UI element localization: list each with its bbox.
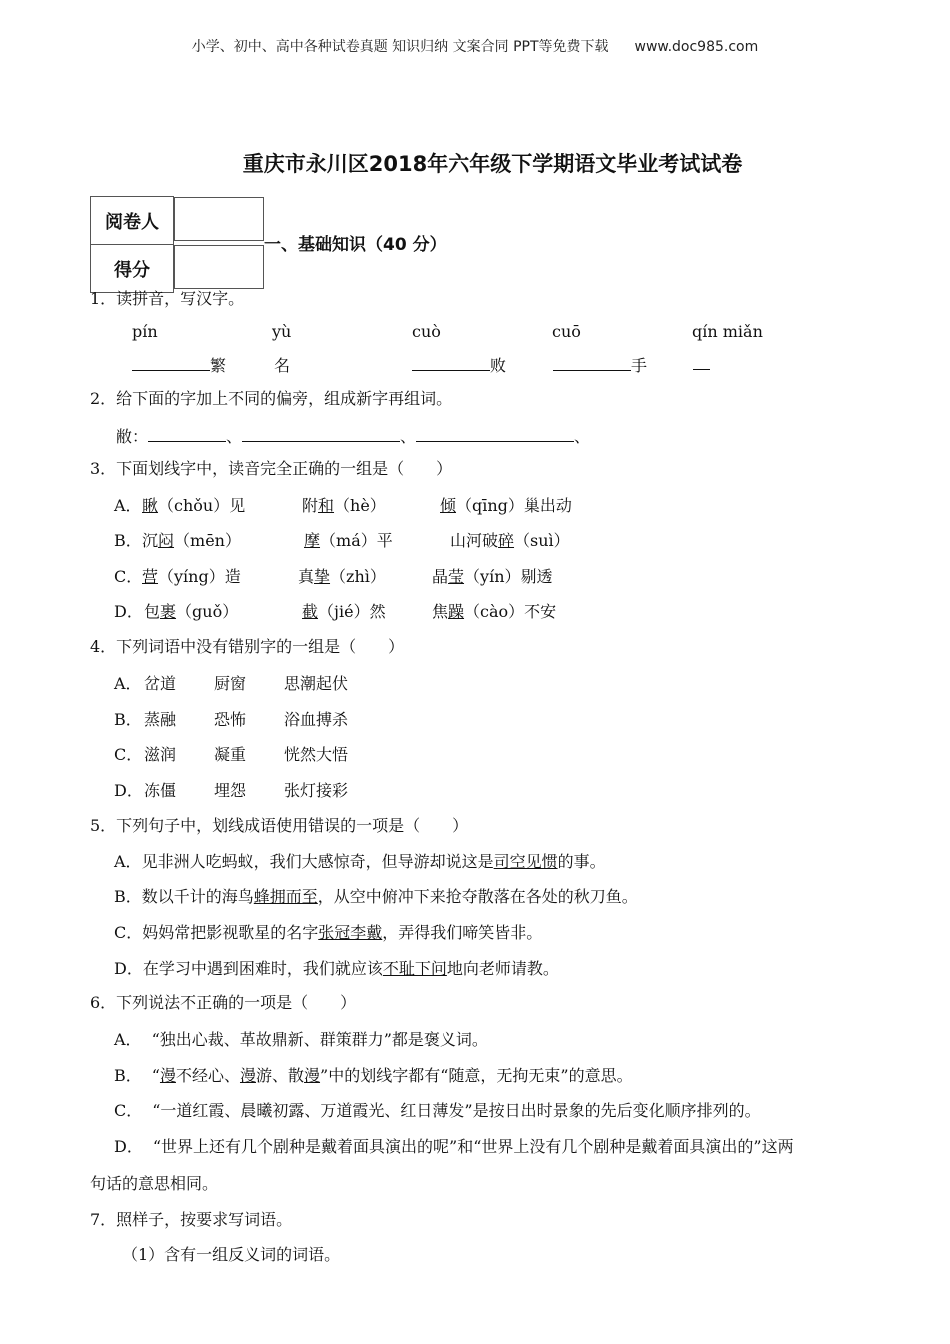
q1-answer-row (132, 353, 226, 376)
q3-option-c-word-2: 真挚（zhì） (298, 567, 386, 586)
q5-option-c: C．妈妈常把影视歌星的名字张冠李戴，弄得我们啼笑皆非。 (114, 923, 543, 942)
q4-option-b-word-3: 浴血搏杀 (284, 710, 349, 729)
reviewer-label: 阅卷人 (91, 197, 174, 245)
q1-blank-3[interactable] (412, 354, 490, 371)
question-3-stem: 3．下面划线字中，读音完全正确的一组是（ ） (90, 459, 453, 478)
question-4-stem: 4．下列词语中没有错别字的一组是（ ） (90, 637, 405, 656)
q1-answer-5 (693, 353, 710, 374)
q4-option-a-word-1: 岔道 (144, 674, 177, 693)
q3-option-b-letter: B． (114, 531, 142, 550)
score-table (90, 196, 265, 293)
q4-option-a-letter: A． (114, 674, 142, 693)
q3-option-b-word-2: 摩（má）平 (304, 531, 393, 550)
score-cell[interactable] (174, 245, 264, 289)
q1-pinyin-4: cuō (552, 322, 581, 341)
q6-option-b: B． “漫不经心、漫游、散漫”中的划线字都有“随意，无拘无束”的意思。 (114, 1066, 633, 1085)
q3-option-a-word-1: 瞅（chǒu）见 (142, 496, 246, 515)
q2-blank-2[interactable] (242, 425, 400, 442)
q1-char-4: 手 (631, 356, 648, 375)
q4-option-a-word-2: 厨窗 (214, 674, 247, 693)
q4-option-b-letter: B． (114, 710, 142, 729)
section-heading: 一、基础知识（40 分） (264, 235, 447, 255)
header-text: 小学、初中、高中各种试卷真题 知识归纳 文案合同 PPT等免费下载 (191, 39, 609, 55)
q1-pinyin-2: yù (272, 322, 292, 341)
q2-blank-1[interactable] (148, 425, 226, 442)
q3-option-b-word-1: 沉闷（mēn） (142, 531, 241, 550)
question-5-stem: 5．下列句子中，划线成语使用错误的一项是（ ） (90, 816, 469, 835)
question-2-stem: 2．给下面的字加上不同的偏旁，组成新字再组词。 (90, 389, 453, 408)
q6-option-d-continued: 句话的意思相同。 (90, 1174, 219, 1193)
q1-char-3: 败 (490, 356, 507, 375)
q5-option-d: D．在学习中遇到困难时，我们就应该不耻下问地向老师请教。 (114, 959, 559, 978)
q4-option-c-word-3: 恍然大悟 (284, 745, 349, 764)
q1-answer-4 (553, 353, 647, 376)
q4-option-a-word-3: 思潮起伏 (284, 674, 349, 693)
question-6-stem: 6．下列说法不正确的一项是（ ） (90, 993, 357, 1012)
q3-option-c-letter: C． (114, 567, 143, 586)
q1-pinyin-1: pín (132, 322, 158, 341)
q3-option-b-word-3: 山河破碎（suì） (450, 531, 570, 550)
q3-option-d-word-2: 截（jié）然 (302, 602, 386, 621)
q1-blank-1[interactable] (132, 354, 210, 371)
question-7-stem: 7．照样子，按要求写词语。 (90, 1210, 293, 1229)
q4-option-b-word-2: 恐怖 (214, 710, 247, 729)
q3-option-d-letter: D． (114, 602, 143, 621)
exam-title: 重庆市永川区2018年六年级下学期语文毕业考试试卷 (242, 152, 743, 176)
score-label: 得分 (91, 245, 174, 293)
q1-char-2: 名 (274, 356, 291, 375)
q4-option-d-letter: D． (114, 781, 143, 800)
q4-option-d-word-1: 冻僵 (144, 781, 177, 800)
q3-option-a-word-3: 倾（qīng）巢出动 (440, 496, 572, 515)
q2-answer-row: 敝： 、 、 、 (116, 427, 591, 446)
q3-option-d-word-3: 焦躁（cào）不安 (432, 602, 557, 621)
q2-blank-3[interactable] (416, 425, 574, 442)
q1-char-1: 繁 (210, 356, 227, 375)
q4-option-d-word-2: 埋怨 (214, 781, 247, 800)
q3-option-c-word-3: 晶莹（yín）剔透 (432, 567, 553, 586)
q2-prefix: 敝： (116, 427, 149, 446)
q3-option-d-word-1: 包裹（guǒ） (144, 602, 239, 621)
reviewer-cell[interactable] (174, 197, 264, 241)
q6-option-a: A． “独出心裁、革故鼎新、群策群力”都是褒义词。 (114, 1030, 488, 1049)
q5-option-b: B．数以千计的海鸟蜂拥而至，从空中俯冲下来抢夺散落在各处的秋刀鱼。 (114, 887, 638, 906)
q1-answer-3 (412, 353, 506, 376)
q3-option-c-word-1: 营（yíng）造 (142, 567, 241, 586)
question-1-stem: 1．读拼音，写汉字。 (90, 289, 245, 308)
q4-option-d-word-3: 张灯接彩 (284, 781, 349, 800)
q4-option-c-letter: C． (114, 745, 143, 764)
q1-pinyin-5: qín miǎn (692, 322, 763, 341)
q3-option-a-letter: A． (114, 496, 142, 515)
q1-blank-4[interactable] (553, 354, 631, 371)
q1-blank-5[interactable] (693, 353, 710, 370)
q7-sub-1: （1）含有一组反义词的词语。 (122, 1245, 341, 1264)
q3-option-a-word-2: 附和（hè） (302, 496, 386, 515)
q1-pinyin-3: cuò (412, 322, 441, 341)
q5-option-a: A．见非洲人吃蚂蚁，我们大感惊奇，但导游却说这是司空见惯的事。 (114, 852, 606, 871)
q6-option-c: C． “一道红霞、晨曦初露、万道霞光、红日薄发”是按日出时景象的先后变化顺序排列的。 (114, 1101, 761, 1120)
page-header (0, 36, 950, 56)
q4-option-b-word-1: 蒸融 (144, 710, 177, 729)
q6-option-d: D． “世界上还有几个剧种是戴着面具演出的呢”和“世界上没有几个剧种是戴着面具演出的”这两 (114, 1137, 794, 1156)
header-site: www.doc985.com (634, 39, 759, 55)
q4-option-c-word-2: 凝重 (214, 745, 247, 764)
q4-option-c-word-1: 滋润 (144, 745, 177, 764)
